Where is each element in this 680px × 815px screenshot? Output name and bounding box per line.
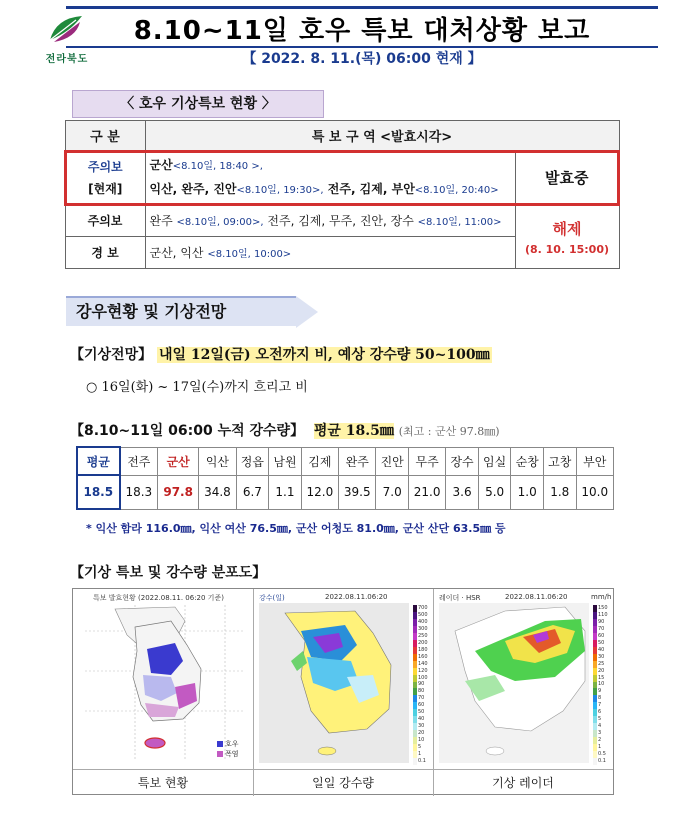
scale-step: 180 (413, 647, 428, 654)
rainfall-map-caption: 일일 강수량 (253, 769, 433, 795)
region-header-cell: 익산 (199, 447, 236, 475)
daily-rainfall-map (255, 591, 431, 767)
warning-table (64, 120, 620, 269)
region-value-cell: 1.1 (269, 475, 302, 509)
release-time: (8. 10. 15:00) (524, 242, 610, 256)
scale-step: 5 (593, 716, 601, 723)
map-section-heading: 【기상 특보 및 강수량 분포도】 (70, 565, 267, 581)
warning-zone (145, 237, 515, 269)
region-value-cell: 21.0 (408, 475, 445, 509)
radar-color-scale (593, 605, 613, 765)
zone-time: <8.10일, 10:00> (207, 249, 292, 260)
scale-step: 8 (593, 695, 601, 702)
average-header-cell: 평균 (77, 447, 120, 475)
zone-time: <8.10일, 18:40 >, (172, 160, 263, 172)
scale-step: 10 (413, 737, 424, 744)
rainfall-note: * 익산 함라 116.0㎜, 익산 여산 76.5㎜, 군산 어청도 81.0㎜, 군산 산단 63.5㎜ 등 (86, 522, 506, 535)
warning-map (75, 591, 251, 767)
region-value-cell: 3.6 (446, 475, 479, 509)
warning-category: 경 보 (65, 237, 145, 269)
scale-step: 70 (413, 695, 424, 702)
scale-step: 7 (593, 702, 601, 709)
scale-step: 0.5 (593, 751, 606, 758)
scale-step: 4 (593, 723, 601, 730)
zone-area: 군산, 익산 (149, 246, 204, 260)
warning-zone (145, 205, 515, 237)
scale-step: 150 (593, 605, 608, 612)
zone-time: <8.10일, 09:00>, (176, 217, 264, 229)
region-value-cell: 10.0 (576, 475, 613, 509)
scale-step: 400 (413, 619, 428, 626)
region-value-cell: 6.7 (236, 475, 269, 509)
radar-map-title: 레이더 · HSR (439, 594, 481, 602)
zone-area: 익산, 완주, 진안 (149, 181, 237, 196)
scale-step: 15 (593, 675, 604, 682)
release-label: 해제 (552, 219, 582, 238)
scale-step: 500 (413, 612, 428, 619)
legend-heavy-rain: 호우 (217, 739, 239, 749)
average-rainfall: 평균 18.5㎜ (313, 423, 394, 439)
region-value-cell: 97.8 (158, 475, 199, 509)
region-value-cell: 39.5 (339, 475, 376, 509)
region-header-cell: 장수 (446, 447, 479, 475)
warning-table-header (65, 121, 619, 151)
map-divider (433, 589, 434, 796)
scale-step: 140 (413, 661, 428, 668)
scale-step: 200 (413, 640, 428, 647)
region-header-cell: 군산 (158, 447, 199, 475)
scale-step: 120 (413, 668, 428, 675)
scale-step: 6 (593, 709, 601, 716)
region-header-cell: 김제 (301, 447, 338, 475)
radar-map-caption: 기상 레이더 (433, 769, 613, 795)
scale-step: 25 (593, 661, 604, 668)
category-current: [현재] (88, 181, 123, 196)
rain-section-heading: 강우현황 및 기상전망 (66, 296, 296, 326)
scale-step: 30 (593, 654, 604, 661)
scale-step: 3 (593, 730, 601, 737)
scale-step: 70 (593, 626, 604, 633)
region-value-cell: 18.3 (120, 475, 158, 509)
max-rainfall: (최고 : 군산 97.8㎜) (398, 425, 500, 438)
scale-step: 100 (413, 675, 428, 682)
region-header-cell: 남원 (269, 447, 302, 475)
forecast-text: 내일 12일(금) 오전까지 비, 예상 강수량 50~100㎜ (158, 347, 490, 363)
page-title: 8.10~11일 호우 특보 대처상황 보고 (133, 16, 591, 46)
scale-step: 20 (413, 730, 424, 737)
forecast-line (70, 344, 492, 364)
zone-area: 전주, 김제, 부안 (327, 181, 415, 196)
map-divider (253, 589, 254, 796)
zone-area: 군산 (149, 157, 173, 172)
region-header-cell: 임실 (478, 447, 511, 475)
zone-area: 완주 (149, 214, 173, 229)
region-value-cell: 5.0 (478, 475, 511, 509)
forecast-label: 【기상전망】 (70, 347, 153, 363)
scale-step: 700 (413, 605, 428, 612)
report-datetime: 【 2022. 8. 11.(목) 06:00 현재 】 (242, 51, 482, 67)
rainfall-table (76, 446, 614, 510)
zone-time: <8.10일, 19:30>, (236, 184, 324, 196)
scale-step: 60 (593, 633, 604, 640)
warning-map-caption: 특보 현황 (73, 769, 253, 795)
rainfall-map-time: 2022.08.11.06:20 (325, 593, 388, 601)
scale-step: 1 (413, 751, 421, 758)
scale-step: 90 (413, 682, 424, 689)
radar-map (435, 591, 613, 767)
region-header-cell: 부안 (576, 447, 613, 475)
cumulative-line (70, 420, 500, 440)
scale-step: 5 (413, 744, 421, 751)
region-value-cell: 12.0 (301, 475, 338, 509)
region-header-cell: 무주 (408, 447, 445, 475)
average-value-cell: 18.5 (77, 475, 120, 509)
warning-map-header: 특보 발효현황 (2022.08.11. 06:20 기준) (93, 594, 224, 602)
logo-text: 전라북도 (45, 54, 89, 65)
rainfall-map-title: 강수(일) (259, 594, 285, 602)
scale-step: 90 (593, 619, 604, 626)
region-value-cell: 1.0 (511, 475, 544, 509)
region-header-cell: 고창 (543, 447, 576, 475)
rainfall-value-row (77, 475, 614, 509)
scale-step: 40 (593, 647, 604, 654)
zone-time: <8.10일, 11:00> (417, 217, 502, 229)
radar-map-time: 2022.08.11.06:20 (505, 593, 568, 601)
scale-step: 0.1 (593, 758, 606, 765)
scale-step: 10 (593, 682, 604, 689)
zone-header: 특 보 구 역 <발효시각> (145, 121, 619, 151)
document-header (22, 4, 658, 70)
radar-map-image (435, 591, 613, 767)
region-header-cell: 완주 (339, 447, 376, 475)
region-header-cell: 진안 (376, 447, 409, 475)
table-row (65, 151, 619, 205)
zone-area: 전주, 김제, 무주, 진안, 장수 (267, 214, 414, 229)
warning-section-heading: 〈 호우 기상특보 현황 〉 (72, 90, 324, 118)
region-value-cell: 34.8 (199, 475, 236, 509)
scale-step: 9 (593, 688, 601, 695)
table-row (65, 205, 619, 237)
rainfall-header-row (77, 447, 614, 475)
region-header-cell: 순창 (511, 447, 544, 475)
scale-step: 40 (413, 716, 424, 723)
scale-step: 110 (593, 612, 608, 619)
forecast-sub: ○ 16일(화) ~ 17일(수)까지 흐리고 비 (86, 380, 308, 395)
scale-step: 80 (413, 688, 424, 695)
scale-step: 50 (413, 709, 424, 716)
warning-category (65, 151, 145, 205)
rainfall-color-scale (413, 605, 431, 765)
leaf-logo-icon (46, 12, 86, 46)
zone-time: <8.10일, 20:40> (414, 184, 499, 196)
scale-step: 60 (413, 702, 424, 709)
daily-rainfall-map-image (255, 591, 431, 767)
scale-step: 0.1 (413, 758, 426, 765)
release-status (515, 205, 619, 269)
warning-category: 주의보 (65, 205, 145, 237)
scale-step: 20 (593, 668, 604, 675)
category-header: 구 분 (65, 121, 145, 151)
region-value-cell: 7.0 (376, 475, 409, 509)
cumulative-label: 【8.10~11일 06:00 누적 강수량】 (70, 423, 305, 439)
region-value-cell: 1.8 (543, 475, 576, 509)
scale-step: 30 (413, 723, 424, 730)
scale-step: 300 (413, 626, 428, 633)
radar-unit: mm/h (591, 593, 612, 601)
scale-step: 50 (593, 640, 604, 647)
map-panel (72, 588, 614, 795)
region-header-cell: 전주 (120, 447, 158, 475)
warning-zone (145, 151, 515, 205)
status-badge: 발효중 (515, 151, 619, 205)
scale-step: 160 (413, 654, 428, 661)
scale-step: 2 (593, 737, 601, 744)
scale-step: 1 (593, 744, 601, 751)
region-header-cell: 정읍 (236, 447, 269, 475)
legend-heat-wave: 폭염 (217, 749, 239, 759)
scale-step: 250 (413, 633, 428, 640)
category-label: 주의보 (87, 159, 123, 174)
